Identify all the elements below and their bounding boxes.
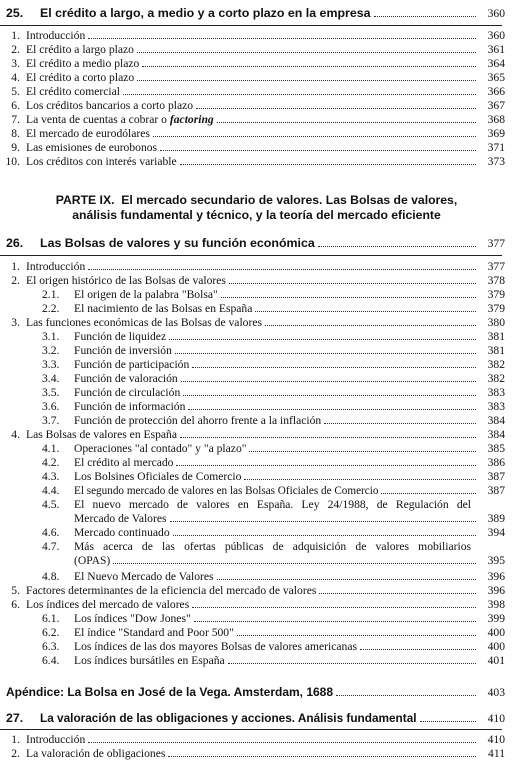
entry-number: 3.3. bbox=[42, 358, 60, 371]
chapter-title: La valoración de las obligaciones y acciones. Análisis fundamental bbox=[40, 711, 417, 725]
entry-page: 400 bbox=[487, 626, 505, 639]
toc-entry bbox=[0, 428, 513, 442]
toc-subentry-multiline bbox=[0, 498, 513, 526]
entry-number: 2. bbox=[11, 274, 20, 287]
entry-title: La venta de cuentas a cobrar o bbox=[26, 113, 170, 126]
chapter-26-list bbox=[0, 260, 513, 498]
entry-number: 4. bbox=[11, 428, 20, 441]
entry-title: Introducción bbox=[26, 733, 86, 746]
entry-page: 385 bbox=[487, 442, 505, 455]
leader-dots bbox=[88, 269, 476, 270]
toc-subentry bbox=[0, 570, 513, 584]
entry-number: 5. bbox=[11, 584, 20, 597]
entry-title: Función de circulación bbox=[74, 386, 181, 399]
entry-number: 3.4. bbox=[42, 372, 60, 385]
leader-dots bbox=[142, 66, 476, 67]
toc-subentry bbox=[0, 386, 513, 400]
entry-page: 379 bbox=[487, 302, 505, 315]
leader-dots bbox=[217, 579, 476, 580]
leader-dots bbox=[153, 136, 476, 137]
toc-entry bbox=[0, 316, 513, 330]
entry-number: 10. bbox=[5, 155, 20, 168]
entry-title: Los créditos bancarios a corto plazo bbox=[26, 99, 194, 112]
leader-dots bbox=[249, 451, 476, 452]
entry-page: 394 bbox=[487, 526, 505, 539]
chapter-25-list bbox=[0, 29, 513, 169]
entry-title-line1: Más acerca de las ofertas públicas de adquisición de valores mobiliarios bbox=[74, 540, 471, 553]
entry-number: 4.1. bbox=[42, 442, 60, 455]
heading-rule bbox=[0, 729, 502, 730]
entry-number: 2. bbox=[11, 747, 20, 760]
entry-page: 401 bbox=[487, 654, 505, 667]
toc-entry bbox=[0, 85, 513, 99]
entry-page: 371 bbox=[487, 141, 505, 154]
part-heading-line1: PARTE IX. El mercado secundario de valores. Las Bolsas de valores, bbox=[55, 193, 458, 207]
entry-title: Operaciones "al contado" y "a plazo" bbox=[74, 442, 247, 455]
toc-subentry bbox=[0, 456, 513, 470]
entry-title: Factores determinantes de la eficiencia del mercado de valores bbox=[26, 584, 317, 597]
entry-number: 3.1. bbox=[42, 330, 60, 343]
leader-dots bbox=[183, 395, 476, 396]
entry-number: 4.5. bbox=[42, 498, 60, 511]
entry-page: 398 bbox=[487, 598, 505, 611]
entry-number: 6. bbox=[11, 598, 20, 611]
entry-number: 4. bbox=[11, 71, 20, 84]
toc-subentry bbox=[0, 330, 513, 344]
entry-page: 389 bbox=[487, 512, 505, 525]
entry-page: 368 bbox=[487, 113, 505, 126]
leader-dots bbox=[88, 38, 476, 39]
chapter-26-list-cont bbox=[0, 526, 513, 540]
entry-title: Los índices del mercado de valores bbox=[26, 598, 190, 611]
leader-dots bbox=[319, 593, 476, 594]
entry-number: 3.5. bbox=[42, 386, 60, 399]
entry-title: Función de liquidez bbox=[74, 330, 167, 343]
chapter-page: 360 bbox=[487, 7, 505, 20]
entry-number: 3. bbox=[11, 57, 20, 70]
entry-number: 1. bbox=[11, 733, 20, 746]
toc-entry bbox=[0, 29, 513, 43]
entry-number: 2.2. bbox=[42, 302, 60, 315]
leader-dots bbox=[420, 721, 476, 722]
entry-title: Introducción bbox=[26, 29, 86, 42]
leader-dots bbox=[237, 635, 476, 636]
leader-dots bbox=[169, 339, 476, 340]
leader-dots bbox=[217, 122, 476, 123]
entry-number: 6.2. bbox=[42, 626, 60, 639]
toc-entry bbox=[0, 274, 513, 288]
appendix-heading bbox=[0, 685, 513, 700]
entry-number: 6. bbox=[11, 99, 20, 112]
entry-number: 6.1. bbox=[42, 612, 60, 625]
leader-dots bbox=[123, 94, 476, 95]
entry-page: 396 bbox=[487, 584, 505, 597]
entry-number: 3. bbox=[11, 316, 20, 329]
entry-page: 387 bbox=[487, 470, 505, 483]
toc-subentry-multiline bbox=[0, 540, 513, 568]
entry-title: El origen de la palabra "Bolsa" bbox=[74, 288, 218, 301]
heading-rule bbox=[0, 255, 502, 256]
entry-title: Los créditos con interés variable bbox=[26, 155, 177, 168]
leader-dots bbox=[176, 465, 476, 466]
toc-entry bbox=[0, 747, 513, 761]
entry-number: 3.2. bbox=[42, 344, 60, 357]
toc-subentry bbox=[0, 344, 513, 358]
chapter-number: 27. bbox=[6, 711, 24, 725]
entry-page: 369 bbox=[487, 127, 505, 140]
leader-dots bbox=[265, 325, 476, 326]
entry-title: El crédito a corto plazo bbox=[26, 71, 135, 84]
entry-number: 2.1. bbox=[42, 288, 60, 301]
leader-dots bbox=[318, 246, 476, 247]
leader-dots bbox=[180, 164, 476, 165]
entry-title: Función de participación bbox=[74, 358, 190, 371]
leader-dots bbox=[88, 742, 476, 743]
toc-entry bbox=[0, 113, 513, 127]
entry-title: Función de inversión bbox=[74, 344, 172, 357]
toc-entry bbox=[0, 99, 513, 113]
entry-number: 6.3. bbox=[42, 640, 60, 653]
entry-page: 386 bbox=[487, 456, 505, 469]
leader-dots bbox=[113, 563, 476, 564]
entry-number: 4.2. bbox=[42, 456, 60, 469]
entry-page: 381 bbox=[487, 344, 505, 357]
entry-title-line2: Mercado de Valores bbox=[74, 512, 167, 525]
entry-page: 379 bbox=[487, 288, 505, 301]
entry-title: Las emisiones de eurobonos bbox=[26, 141, 158, 154]
entry-number: 4.8. bbox=[42, 570, 60, 583]
toc-entry bbox=[0, 155, 513, 169]
chapter-27-list bbox=[0, 733, 513, 761]
entry-page: 396 bbox=[487, 570, 505, 583]
entry-page: 395 bbox=[487, 554, 505, 567]
leader-dots bbox=[360, 649, 476, 650]
entry-title-italic: factoring bbox=[169, 113, 214, 126]
entry-title: El segundo mercado de valores en las Bolsas Oficiales de Comercio bbox=[74, 485, 379, 497]
entry-page: 367 bbox=[487, 99, 505, 112]
heading-rule bbox=[0, 25, 502, 26]
entry-page: 380 bbox=[487, 316, 505, 329]
chapter-27-heading bbox=[0, 711, 513, 726]
chapter-title: El crédito a largo, a medio y a corto plazo en la empresa bbox=[40, 6, 371, 20]
chapter-26-list-end bbox=[0, 570, 513, 668]
appendix-page: 403 bbox=[487, 686, 505, 699]
toc-subentry bbox=[0, 654, 513, 668]
entry-page: 377 bbox=[487, 260, 505, 273]
entry-number: 8. bbox=[11, 127, 20, 140]
entry-page: 383 bbox=[487, 386, 505, 399]
toc-subentry bbox=[0, 612, 513, 626]
leader-dots bbox=[194, 621, 476, 622]
entry-page: 381 bbox=[487, 330, 505, 343]
entry-title: El mercado de eurodólares bbox=[26, 127, 150, 140]
entry-title: Función de valoración bbox=[74, 372, 178, 385]
chapter-number: 25. bbox=[6, 6, 24, 20]
leader-dots bbox=[255, 311, 476, 312]
leader-dots bbox=[324, 423, 476, 424]
toc-entry bbox=[0, 71, 513, 85]
toc-entry bbox=[0, 141, 513, 155]
chapter-25-heading bbox=[0, 6, 513, 21]
leader-dots bbox=[175, 353, 476, 354]
entry-page: 399 bbox=[487, 612, 505, 625]
entry-title: Mercado continuado bbox=[74, 526, 170, 539]
leader-dots bbox=[173, 535, 476, 536]
toc-entry bbox=[0, 43, 513, 57]
toc-subentry bbox=[0, 414, 513, 428]
entry-number: 1. bbox=[11, 29, 20, 42]
leader-dots bbox=[170, 521, 476, 522]
toc-subentry bbox=[0, 372, 513, 386]
toc-subentry bbox=[0, 288, 513, 302]
entry-number: 1. bbox=[11, 260, 20, 273]
toc-entry bbox=[0, 598, 513, 612]
chapter-title: Las Bolsas de valores y su función económica bbox=[40, 236, 315, 250]
entry-page: 384 bbox=[487, 428, 505, 441]
entry-title: El crédito comercial bbox=[26, 85, 120, 98]
entry-title: Introducción bbox=[26, 260, 86, 273]
entry-title: La valoración de obligaciones bbox=[26, 747, 166, 760]
leader-dots bbox=[221, 297, 476, 298]
toc-entry bbox=[0, 260, 513, 274]
entry-title: El crédito al mercado bbox=[74, 456, 174, 469]
entry-page: 384 bbox=[487, 414, 505, 427]
leader-dots bbox=[137, 80, 476, 81]
part-heading-line2: análisis fundamental y técnico, y la teoría del mercado eficiente bbox=[72, 208, 441, 222]
entry-number: 4.4. bbox=[42, 484, 60, 497]
entry-number: 9. bbox=[11, 141, 20, 154]
leader-dots bbox=[192, 607, 476, 608]
toc-subentry bbox=[0, 442, 513, 456]
entry-page: 361 bbox=[487, 43, 505, 56]
toc-subentry bbox=[0, 470, 513, 484]
entry-page: 410 bbox=[487, 733, 505, 746]
leader-dots bbox=[137, 52, 476, 53]
toc-subentry bbox=[0, 358, 513, 372]
entry-page: 364 bbox=[487, 57, 505, 70]
entry-title: El Nuevo Mercado de Valores bbox=[74, 570, 214, 583]
entry-page: 411 bbox=[488, 747, 505, 760]
entry-page: 382 bbox=[487, 372, 505, 385]
entry-title: El nacimiento de las Bolsas en España bbox=[74, 302, 253, 315]
entry-number: 7. bbox=[11, 113, 20, 126]
leader-dots bbox=[192, 367, 476, 368]
toc-subentry bbox=[0, 302, 513, 316]
chapter-page: 377 bbox=[487, 237, 505, 250]
entry-number: 4.7. bbox=[42, 540, 60, 553]
chapter-26-heading bbox=[0, 236, 513, 251]
toc-subentry bbox=[0, 626, 513, 640]
leader-dots bbox=[228, 663, 476, 664]
entry-title: Los índices bursátiles en España bbox=[74, 654, 225, 667]
entry-number: 4.3. bbox=[42, 470, 60, 483]
appendix-title: Apéndice: La Bolsa en José de la Vega. Amsterdam, 1688 bbox=[6, 685, 334, 699]
entry-page: 383 bbox=[487, 400, 505, 413]
toc-subentry bbox=[0, 526, 513, 540]
entry-number: 4.6. bbox=[42, 526, 60, 539]
entry-page: 387 bbox=[487, 484, 505, 497]
entry-page: 360 bbox=[487, 29, 505, 42]
toc-entry bbox=[0, 127, 513, 141]
entry-title-line1: El nuevo mercado de valores en España. Ley 24/1988, de Regulación del bbox=[74, 498, 471, 511]
leader-dots bbox=[244, 479, 476, 480]
toc-entry bbox=[0, 57, 513, 71]
entry-number: 3.7. bbox=[42, 414, 60, 427]
toc-subentry bbox=[0, 640, 513, 654]
toc-subentry bbox=[0, 400, 513, 414]
entry-title: El origen histórico de las Bolsas de valores bbox=[26, 274, 226, 287]
leader-dots bbox=[381, 493, 476, 494]
entry-title: Función de protección del ahorro frente a la inflación bbox=[74, 414, 322, 427]
chapter-number: 26. bbox=[6, 236, 24, 250]
entry-number: 6.4. bbox=[42, 654, 60, 667]
entry-page: 373 bbox=[487, 155, 505, 168]
entry-page: 378 bbox=[487, 274, 505, 287]
leader-dots bbox=[336, 695, 476, 696]
leader-dots bbox=[160, 150, 476, 151]
leader-dots bbox=[168, 756, 476, 757]
entry-page: 382 bbox=[487, 358, 505, 371]
part-heading bbox=[0, 193, 513, 223]
entry-title: Función de información bbox=[74, 400, 186, 413]
entry-title: Los índices "Dow Jones" bbox=[74, 612, 191, 625]
entry-page: 400 bbox=[487, 640, 505, 653]
leader-dots bbox=[229, 283, 476, 284]
leader-dots bbox=[374, 16, 476, 17]
entry-title: Las Bolsas de valores en España bbox=[26, 428, 177, 441]
chapter-page: 410 bbox=[487, 712, 505, 725]
entry-title: El crédito a medio plazo bbox=[26, 57, 140, 70]
entry-page: 365 bbox=[487, 71, 505, 84]
entry-number: 5. bbox=[11, 85, 20, 98]
toc-subentry bbox=[0, 484, 513, 498]
entry-title: Los índices de las dos mayores Bolsas de valores americanas bbox=[74, 640, 357, 653]
entry-number: 3.6. bbox=[42, 400, 60, 413]
leader-dots bbox=[188, 409, 476, 410]
entry-title: El índice "Standard and Poor 500" bbox=[74, 626, 234, 639]
toc-entry bbox=[0, 584, 513, 598]
entry-title: Los Bolsines Oficiales de Comercio bbox=[74, 470, 242, 483]
entry-title: El crédito a largo plazo bbox=[26, 43, 134, 56]
entry-number: 2. bbox=[11, 43, 20, 56]
entry-title-line2: (OPAS) bbox=[74, 554, 111, 567]
entry-title: Las funciones económicas de las Bolsas de valores bbox=[26, 316, 262, 329]
leader-dots bbox=[181, 381, 476, 382]
entry-page: 366 bbox=[487, 85, 505, 98]
leader-dots bbox=[196, 108, 476, 109]
leader-dots bbox=[180, 437, 476, 438]
toc-entry bbox=[0, 733, 513, 747]
